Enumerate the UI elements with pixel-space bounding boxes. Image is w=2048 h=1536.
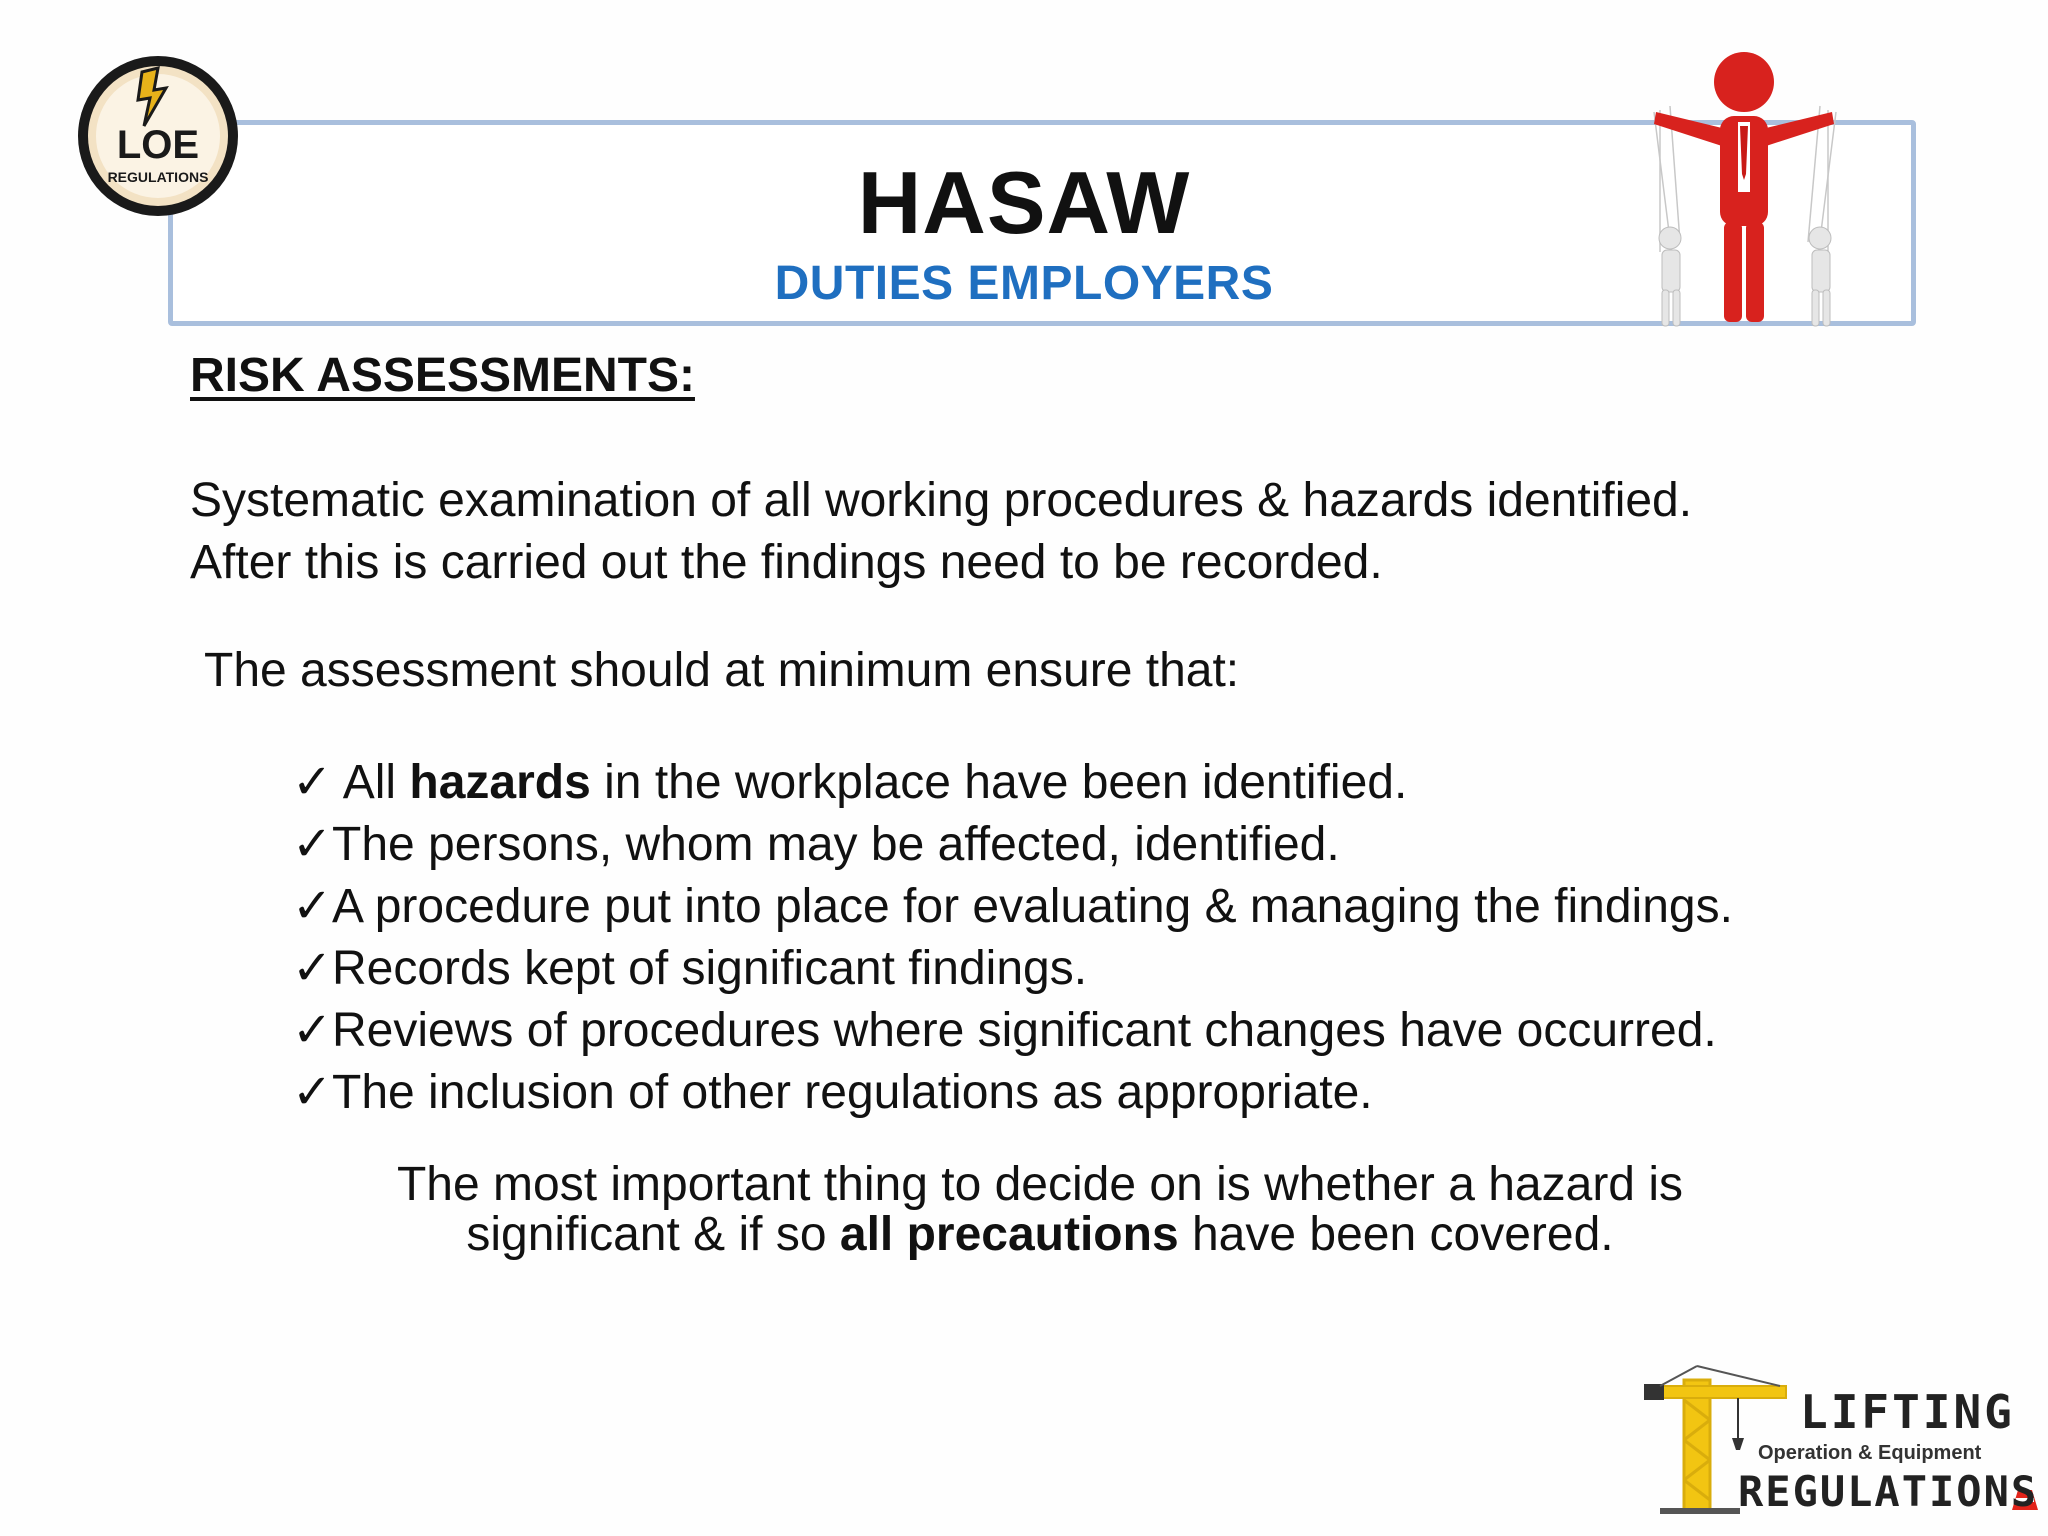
lifting-logo-text (1716, 1385, 2039, 1517)
loe-logo-subtext: REGULATIONS (107, 169, 209, 185)
slide-subtitle: DUTIES EMPLOYERS (774, 257, 1274, 310)
intro-line-1: Systematic examination of all working procedures & hazards identified. (190, 474, 1693, 527)
section-heading: RISK ASSESSMENTS: (190, 349, 695, 402)
checkmark-icon: ✓ (292, 880, 333, 933)
checkmark-icon: ✓ (292, 1066, 333, 1119)
lifting-logo-line-1: LIFTING (1800, 1385, 2015, 1439)
list-item: ✓ All hazards in the workplace have been identified. (292, 752, 1733, 814)
slide-title: HASAW (857, 153, 1191, 252)
list-item: ✓The inclusion of other regulations as appropriate. (292, 1062, 1733, 1124)
intro-line-2: After this is carried out the findings need to be recorded. (190, 536, 1383, 589)
checkmark-icon: ✓ (292, 942, 333, 995)
checkmark-icon: ✓ (292, 818, 333, 871)
conclusion-line-1: The most important thing to decide on is whether a hazard is (396, 1158, 1683, 1211)
list-item: ✓The persons, whom may be affected, identified. (292, 814, 1733, 876)
lifting-logo-line-2: Operation & Equipment (1758, 1442, 1982, 1464)
conclusion-paragraph (340, 1160, 1740, 1260)
checkmark-icon: ✓ (292, 756, 333, 809)
conclusion-line-2: significant & if so all precautions have been covered. (466, 1208, 1614, 1261)
list-item: ✓Records kept of significant findings. (292, 938, 1733, 1000)
loe-logo-text: LOE (116, 123, 200, 167)
emphasis-text: all precautions (839, 1208, 1179, 1261)
puppet-master-figure-icon (1640, 42, 1850, 338)
loe-regulations-logo (72, 50, 244, 222)
lifting-logo-line-3: REGULATIONS (1738, 1467, 2039, 1516)
checkmark-icon: ✓ (292, 1004, 333, 1057)
requirements-checklist (292, 752, 1733, 1124)
list-item: ✓Reviews of procedures where significant changes have occurred. (292, 1000, 1733, 1062)
intro-paragraph (190, 470, 1692, 594)
emphasis-text: hazards (409, 756, 591, 809)
lead-sentence: The assessment should at minimum ensure that: (204, 644, 1240, 697)
list-item: ✓A procedure put into place for evaluating & managing the findings. (292, 876, 1733, 938)
